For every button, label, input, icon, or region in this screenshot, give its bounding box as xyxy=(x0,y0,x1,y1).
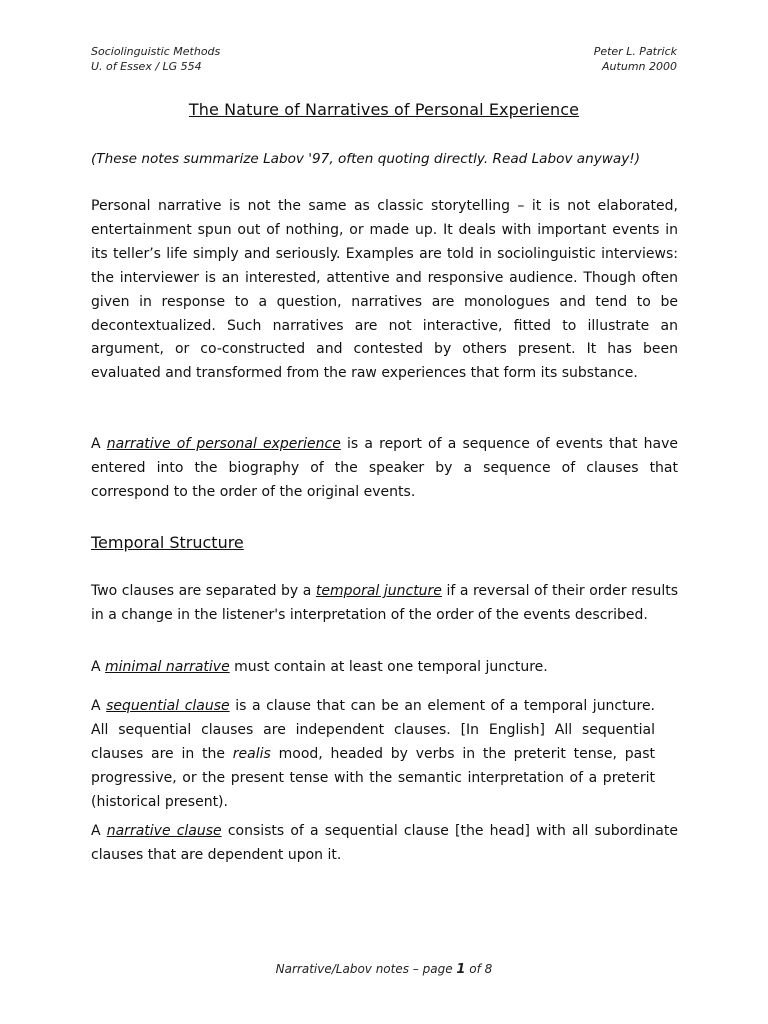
article: A xyxy=(91,823,101,839)
term-realis: realis xyxy=(232,745,271,762)
section-heading-temporal-structure: Temporal Structure xyxy=(91,533,244,552)
term-minimal-narrative: minimal narrative xyxy=(105,659,230,675)
article: A xyxy=(91,436,101,452)
term-date: Autumn 2000 xyxy=(602,60,677,73)
author-name: Peter L. Patrick xyxy=(593,45,677,58)
page-footer xyxy=(0,962,768,977)
definition-text: must contain at least one temporal juncture. xyxy=(234,659,548,675)
paragraph-temporal-juncture xyxy=(91,580,678,628)
course-code: U. of Essex / LG 554 xyxy=(91,60,202,73)
definition-text: is a report of a sequence of events that have entered into the biography of the speaker by a sequence of clauses that correspond to the order of the original events. xyxy=(91,436,679,500)
definition-text-end: mood, headed by verbs in the preterit tense, past progressive, or the present tense with the semantic interpretation of a preterit (historical present). xyxy=(91,745,656,810)
footer-prefix: Narrative/Labov notes – page xyxy=(275,962,453,976)
article: A xyxy=(91,698,101,714)
paragraph-personal-narrative: Personal narrative is not the same as classic storytelling – it is not elaborated, entertainment spun out of nothing, or made up. It deals with important events in its teller’s life simply and seriously. Examples are told in sociolinguistic interviews: the interviewer is an interested, attentive and responsive audience. Though often given in response to a question, narratives are monologues and tend to be decontextualized. Such narratives are not interactive, fitted to illustrate an argument, or co-constructed and contested by others present. It has been evaluated and transformed from the raw experiences that form its substance. xyxy=(91,198,678,382)
article: A xyxy=(91,659,101,675)
course-name: Sociolinguistic Methods xyxy=(91,45,221,58)
document-title: The Nature of Narratives of Personal Experience xyxy=(188,100,580,119)
term-narrative-of-personal-experience: narrative of personal experience xyxy=(106,436,341,452)
paragraph-minimal-narrative xyxy=(91,656,678,680)
definition-text: if a reversal of their order results in a change in the listener's interpretation of the order of the events described. xyxy=(91,583,678,623)
paragraph-sequential-clause xyxy=(91,695,655,815)
paragraph-narrative-clause xyxy=(91,820,678,868)
lead-text: Two clauses are separated by a xyxy=(91,583,312,599)
term-narrative-clause: narrative clause xyxy=(106,823,222,839)
term-sequential-clause: sequential clause xyxy=(106,698,230,714)
footer-suffix: of 8 xyxy=(469,962,493,976)
term-temporal-juncture: temporal juncture xyxy=(315,583,442,599)
definition-text: consists of a sequential clause [the head] with all subordinate clauses that are dependent upon it. xyxy=(91,823,678,863)
header-left xyxy=(91,44,220,74)
intro-note: (These notes summarize Labov '97, often quoting directly. Read Labov anyway!) xyxy=(91,151,641,167)
page-number: 1 xyxy=(456,962,466,977)
header-right xyxy=(594,44,677,74)
definition-text: is a clause that can be an element of a temporal juncture. All sequential clauses are independent clauses. [In English] All sequential clauses are in the xyxy=(91,698,656,762)
paragraph-definition-narrative xyxy=(91,433,678,505)
